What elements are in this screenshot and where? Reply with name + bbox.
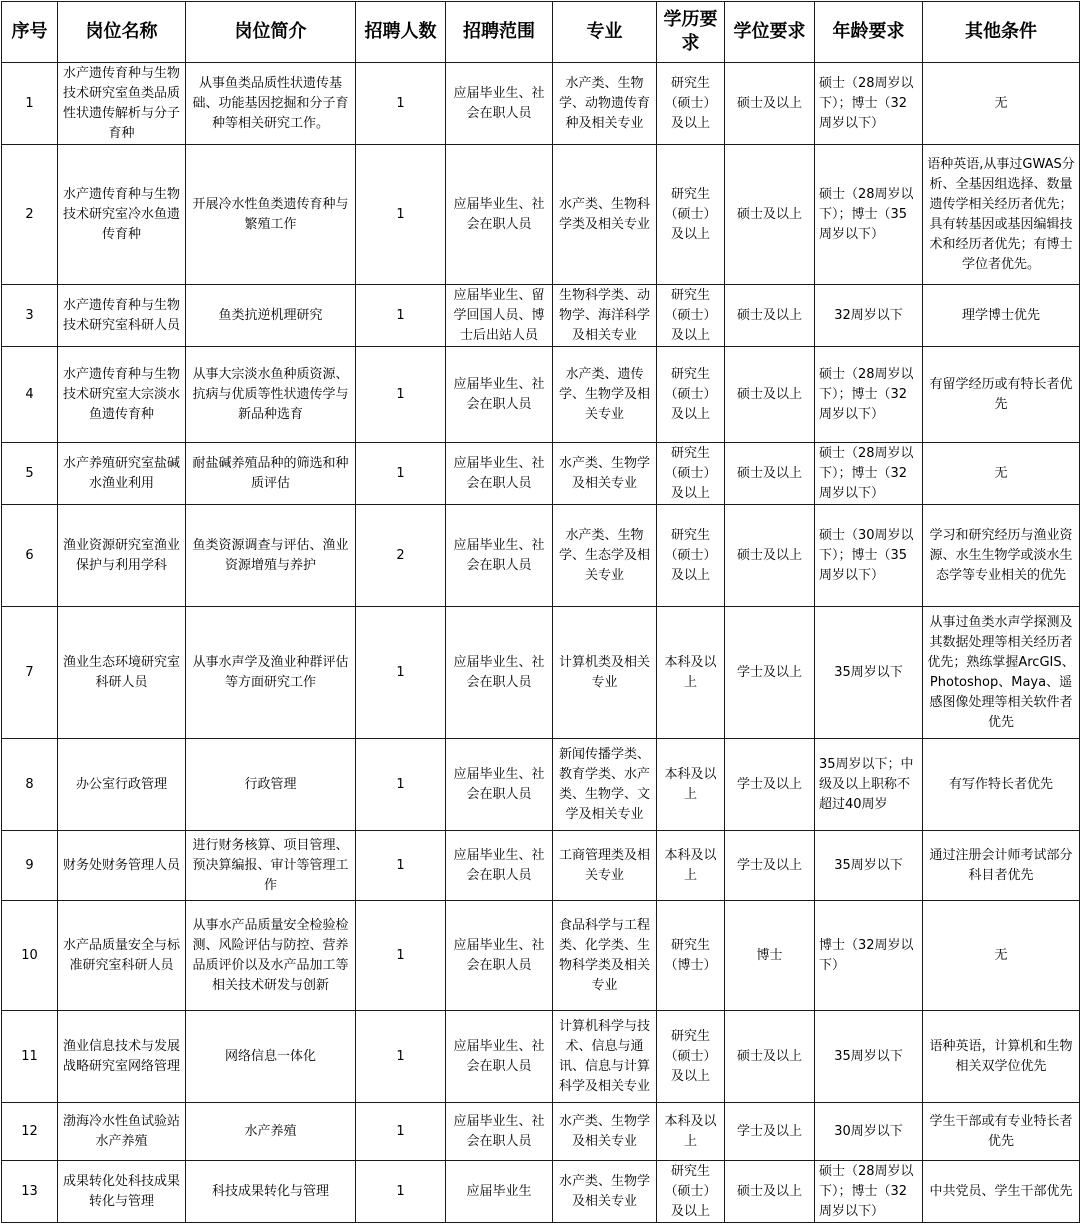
cell-degree: 硕士及以上 — [725, 347, 815, 443]
cell-education: 研究生（硕士）及以上 — [657, 145, 725, 285]
cell-position-name: 渔业信息技术与发展战略研究室网络管理 — [58, 1011, 186, 1103]
cell-no: 6 — [2, 505, 58, 607]
cell-other: 从事过鱼类水声学探测及其数据处理等相关经历者优先；熟练掌握ArcGIS、Photoshop、Maya、遥感图像处理等相关软件者优先 — [923, 607, 1080, 739]
cell-major: 水产类、生物学及相关专业 — [553, 443, 657, 505]
cell-position-name: 水产遗传育种与生物技术研究室鱼类品质性状遗传解析与分子育种 — [58, 63, 186, 145]
cell-position-name: 水产遗传育种与生物技术研究室冷水鱼遗传育种 — [58, 145, 186, 285]
cell-position-name: 渤海冷水性鱼试验站水产养殖 — [58, 1103, 186, 1161]
header-edu: 学历要求 — [657, 2, 725, 63]
cell-no: 13 — [2, 1161, 58, 1223]
cell-major: 水产类、生物科学类及相关专业 — [553, 145, 657, 285]
cell-scope: 应届毕业生、社会在职人员 — [446, 831, 553, 901]
cell-no: 7 — [2, 607, 58, 739]
cell-major: 生物科学类、动物学、海洋科学及相关专业 — [553, 285, 657, 347]
cell-scope: 应届毕业生、社会在职人员 — [446, 739, 553, 831]
table-row — [2, 443, 1080, 505]
cell-position-name: 水产遗传育种与生物技术研究室科研人员 — [58, 285, 186, 347]
cell-other: 语种英语,从事过GWAS分析、全基因组选择、数量遗传学相关经历者优先；具有转基因或基因编辑技术和经历者优先；有博士学位者优先。 — [923, 145, 1080, 285]
cell-no: 8 — [2, 739, 58, 831]
cell-description: 开展冷水性鱼类遗传育种与繁殖工作 — [186, 145, 356, 285]
cell-description: 从事水声学及渔业种群评估等方面研究工作 — [186, 607, 356, 739]
cell-degree: 硕士及以上 — [725, 443, 815, 505]
cell-scope: 应届毕业生、社会在职人员 — [446, 347, 553, 443]
cell-major: 工商管理类及相关专业 — [553, 831, 657, 901]
cell-description: 鱼类抗逆机理研究 — [186, 285, 356, 347]
header-major: 专业 — [553, 2, 657, 63]
cell-other: 学生干部或有专业特长者优先 — [923, 1103, 1080, 1161]
cell-education: 研究生（硕士）及以上 — [657, 505, 725, 607]
cell-description: 进行财务核算、项目管理、预决算编报、审计等管理工作 — [186, 831, 356, 901]
table-row — [2, 1011, 1080, 1103]
cell-education: 本科及以上 — [657, 1103, 725, 1161]
cell-position-name: 水产品质量安全与标准研究室科研人员 — [58, 901, 186, 1011]
cell-description: 从事水产品质量安全检验检测、风险评估与防控、营养品质评价以及水产品加工等相关技术研发与创新 — [186, 901, 356, 1011]
cell-position-name: 渔业资源研究室渔业保护与利用学科 — [58, 505, 186, 607]
cell-education: 研究生（硕士）及以上 — [657, 1011, 725, 1103]
cell-other: 通过注册会计师考试部分科目者优先 — [923, 831, 1080, 901]
cell-scope: 应届毕业生、社会在职人员 — [446, 1103, 553, 1161]
cell-description: 耐盐碱养殖品种的筛选和种质评估 — [186, 443, 356, 505]
cell-count: 1 — [356, 901, 446, 1011]
table-row — [2, 607, 1080, 739]
cell-major: 新闻传播学类、教育学类、水产类、生物学、文学及相关专业 — [553, 739, 657, 831]
cell-no: 1 — [2, 63, 58, 145]
cell-description: 行政管理 — [186, 739, 356, 831]
cell-degree: 博士 — [725, 901, 815, 1011]
cell-major: 水产类、生物学及相关专业 — [553, 1103, 657, 1161]
cell-count: 1 — [356, 443, 446, 505]
cell-other: 无 — [923, 901, 1080, 1011]
cell-no: 11 — [2, 1011, 58, 1103]
cell-count: 1 — [356, 1103, 446, 1161]
cell-age: 博士（32周岁以下） — [815, 901, 923, 1011]
cell-degree: 硕士及以上 — [725, 1161, 815, 1223]
cell-degree: 学士及以上 — [725, 739, 815, 831]
cell-other: 学习和研究经历与渔业资源、水生生物学或淡水生态学等专业相关的优先 — [923, 505, 1080, 607]
table-row — [2, 285, 1080, 347]
cell-age: 硕士（28周岁以下）；博士（32周岁以下） — [815, 443, 923, 505]
header-other: 其他条件 — [923, 2, 1080, 63]
cell-no: 4 — [2, 347, 58, 443]
cell-education: 本科及以上 — [657, 831, 725, 901]
table-row — [2, 505, 1080, 607]
cell-degree: 硕士及以上 — [725, 285, 815, 347]
cell-no: 10 — [2, 901, 58, 1011]
table-row — [2, 145, 1080, 285]
cell-other: 无 — [923, 63, 1080, 145]
cell-other: 理学博士优先 — [923, 285, 1080, 347]
cell-scope: 应届毕业生、社会在职人员 — [446, 607, 553, 739]
cell-other: 有留学经历或有特长者优先 — [923, 347, 1080, 443]
cell-no: 12 — [2, 1103, 58, 1161]
cell-education: 研究生（硕士）及以上 — [657, 63, 725, 145]
cell-age: 30周岁以下 — [815, 1103, 923, 1161]
cell-description: 网络信息一体化 — [186, 1011, 356, 1103]
cell-count: 1 — [356, 63, 446, 145]
table-row — [2, 1103, 1080, 1161]
table-row — [2, 739, 1080, 831]
cell-description: 科技成果转化与管理 — [186, 1161, 356, 1223]
cell-education: 本科及以上 — [657, 739, 725, 831]
cell-scope: 应届毕业生、留学回国人员、博士后出站人员 — [446, 285, 553, 347]
cell-age: 硕士（28周岁以下）；博士（32周岁以下） — [815, 1161, 923, 1223]
cell-education: 研究生（硕士）及以上 — [657, 1161, 725, 1223]
cell-count: 1 — [356, 831, 446, 901]
cell-no: 5 — [2, 443, 58, 505]
cell-education: 研究生（硕士）及以上 — [657, 285, 725, 347]
cell-major: 计算机科学与技术、信息与通讯、信息与计算科学及相关专业 — [553, 1011, 657, 1103]
cell-major: 水产类、生物学、动物遗传育种及相关专业 — [553, 63, 657, 145]
cell-description: 水产养殖 — [186, 1103, 356, 1161]
table-row — [2, 831, 1080, 901]
cell-other: 无 — [923, 443, 1080, 505]
table-row — [2, 347, 1080, 443]
cell-degree: 硕士及以上 — [725, 1011, 815, 1103]
cell-count: 1 — [356, 1161, 446, 1223]
cell-age: 35周岁以下 — [815, 607, 923, 739]
cell-age: 32周岁以下 — [815, 285, 923, 347]
cell-no: 9 — [2, 831, 58, 901]
cell-count: 1 — [356, 607, 446, 739]
cell-age: 35周岁以下；中级及以上职称不超过40周岁 — [815, 739, 923, 831]
cell-degree: 硕士及以上 — [725, 63, 815, 145]
cell-education: 本科及以上 — [657, 607, 725, 739]
cell-scope: 应届毕业生 — [446, 1161, 553, 1223]
cell-age: 35周岁以下 — [815, 1011, 923, 1103]
cell-count: 1 — [356, 285, 446, 347]
cell-count: 1 — [356, 1011, 446, 1103]
header-desc: 岗位简介 — [186, 2, 356, 63]
cell-scope: 应届毕业生、社会在职人员 — [446, 63, 553, 145]
recruitment-table — [1, 1, 1080, 1223]
cell-scope: 应届毕业生、社会在职人员 — [446, 1011, 553, 1103]
header-scope: 招聘范围 — [446, 2, 553, 63]
cell-description: 鱼类资源调查与评估、渔业资源增殖与养护 — [186, 505, 356, 607]
cell-description: 从事大宗淡水鱼种质资源、抗病与优质等性状遗传学与新品种选育 — [186, 347, 356, 443]
cell-count: 1 — [356, 347, 446, 443]
cell-scope: 应届毕业生、社会在职人员 — [446, 145, 553, 285]
cell-scope: 应届毕业生、社会在职人员 — [446, 443, 553, 505]
cell-other: 有写作特长者优先 — [923, 739, 1080, 831]
table-row — [2, 901, 1080, 1011]
cell-age: 硕士（28周岁以下）；博士（32周岁以下） — [815, 347, 923, 443]
cell-age: 硕士（28周岁以下）；博士（35周岁以下） — [815, 145, 923, 285]
cell-position-name: 水产养殖研究室盐碱水渔业利用 — [58, 443, 186, 505]
header-age: 年龄要求 — [815, 2, 923, 63]
cell-major: 水产类、遗传学、生物学及相关专业 — [553, 347, 657, 443]
cell-other: 语种英语，计算机和生物相关双学位优先 — [923, 1011, 1080, 1103]
cell-count: 1 — [356, 145, 446, 285]
header-no: 序号 — [2, 2, 58, 63]
cell-education: 研究生（硕士）及以上 — [657, 443, 725, 505]
cell-degree: 学士及以上 — [725, 607, 815, 739]
cell-count: 1 — [356, 739, 446, 831]
table-row — [2, 63, 1080, 145]
header-degree: 学位要求 — [725, 2, 815, 63]
cell-major: 计算机类及相关专业 — [553, 607, 657, 739]
cell-degree: 硕士及以上 — [725, 145, 815, 285]
cell-scope: 应届毕业生、社会在职人员 — [446, 901, 553, 1011]
cell-major: 水产类、生物学及相关专业 — [553, 1161, 657, 1223]
header-row — [2, 2, 1080, 63]
cell-position-name: 成果转化处科技成果转化与管理 — [58, 1161, 186, 1223]
cell-age: 35周岁以下 — [815, 831, 923, 901]
cell-age: 硕士（30周岁以下）；博士（35周岁以下） — [815, 505, 923, 607]
cell-education: 研究生（硕士）及以上 — [657, 347, 725, 443]
cell-position-name: 办公室行政管理 — [58, 739, 186, 831]
cell-degree: 硕士及以上 — [725, 505, 815, 607]
cell-position-name: 渔业生态环境研究室科研人员 — [58, 607, 186, 739]
header-count: 招聘人数 — [356, 2, 446, 63]
cell-degree: 学士及以上 — [725, 1103, 815, 1161]
cell-scope: 应届毕业生、社会在职人员 — [446, 505, 553, 607]
header-name: 岗位名称 — [58, 2, 186, 63]
cell-age: 硕士（28周岁以下）；博士（32周岁以下） — [815, 63, 923, 145]
cell-count: 2 — [356, 505, 446, 607]
cell-other: 中共党员、学生干部优先 — [923, 1161, 1080, 1223]
cell-major: 水产类、生物学、生态学及相关专业 — [553, 505, 657, 607]
cell-no: 3 — [2, 285, 58, 347]
cell-degree: 学士及以上 — [725, 831, 815, 901]
cell-position-name: 水产遗传育种与生物技术研究室大宗淡水鱼遗传育种 — [58, 347, 186, 443]
table-row — [2, 1161, 1080, 1223]
cell-description: 从事鱼类品质性状遗传基础、功能基因挖掘和分子育种等相关研究工作。 — [186, 63, 356, 145]
cell-no: 2 — [2, 145, 58, 285]
cell-major: 食品科学与工程类、化学类、生物科学类及相关专业 — [553, 901, 657, 1011]
cell-education: 研究生（博士） — [657, 901, 725, 1011]
cell-position-name: 财务处财务管理人员 — [58, 831, 186, 901]
